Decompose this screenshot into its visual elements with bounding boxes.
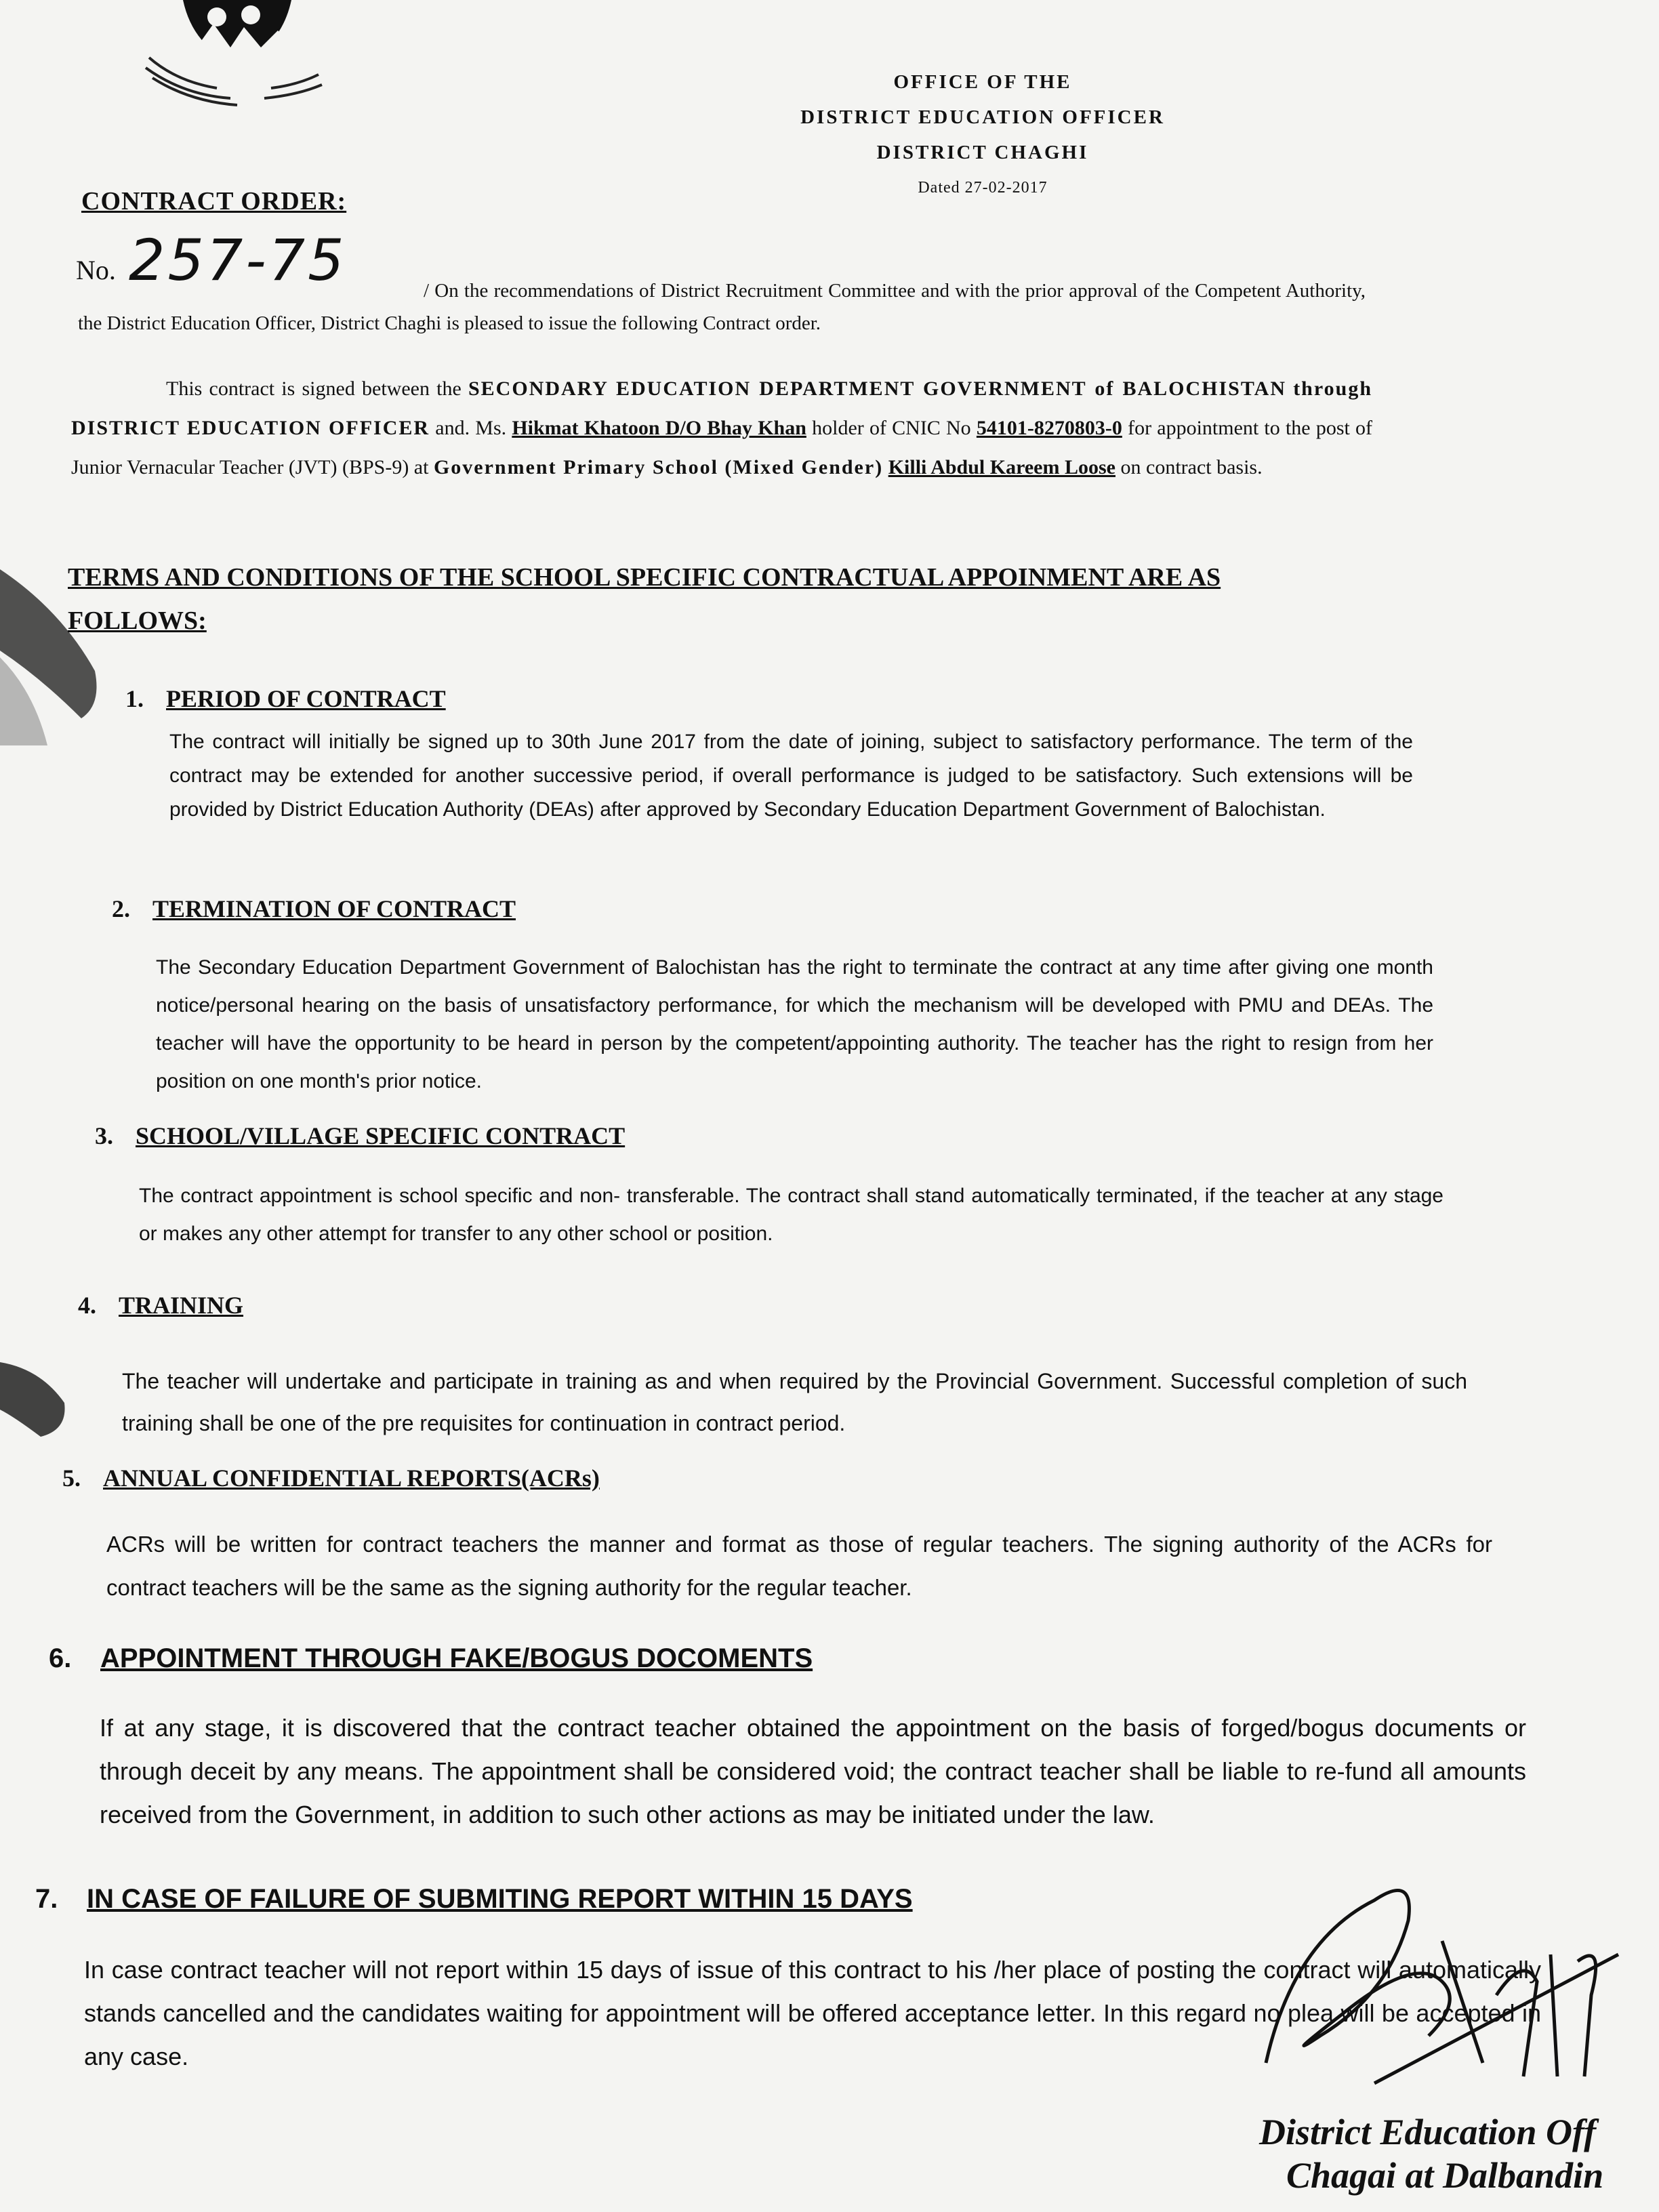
section-body: The contract appointment is school specific and non- transferable. The contract shall stand automatically terminated, if the teacher at any stage or makes any other attempt for transfer to any other school or position. bbox=[139, 1185, 1443, 1245]
section-acr bbox=[62, 1464, 1492, 1610]
dated: Dated 27-02-2017 bbox=[918, 179, 1048, 197]
section-body: The Secondary Education Department Government of Balochistan has the right to terminate the contract at any time after giving one month notice/personal hearing on the basis of unsatisfactory performance, for which the mechanism will be developed with PMU and DEAs. The teacher will have the opportunity to be heard in person by the competent/appointing authority. The teacher has the right to resign from her position on one month's prior notice. bbox=[156, 956, 1433, 1092]
section-number: 4. bbox=[78, 1292, 96, 1319]
and-ms-text: and. Ms. bbox=[435, 417, 507, 439]
section-body: ACRs will be written for contract teachers the manner and format as those of regular teachers. The signing authority of the ACRs for contract teachers will be the same as the signing authority for the regular teacher. bbox=[106, 1532, 1492, 1600]
school-type: Government Primary School (Mixed Gender) bbox=[433, 456, 884, 478]
section-school-specific bbox=[95, 1122, 1443, 1253]
intro-text: / On the recommendations of District Recruitment Committee and with the prior approval of the Competent Authority, the District Education Officer, District Chaghi is pleased to issue the following Contract order. bbox=[78, 280, 1366, 334]
office-line3: DISTRICT CHAGHI bbox=[876, 142, 1089, 163]
terms-title: TERMS AND CONDITIONS OF THE SCHOOL SPECIFIC CONTRACTUAL APPOINMENT ARE AS FOLLOWS: bbox=[68, 563, 1221, 635]
section-body: The contract will initially be signed up to 30th June 2017 from the date of joining, subject to satisfactory performance. The term of the contract may be extended for another successive period, if overall performance is judged to be satisfactory. Such extensions will be provided by District Education Authority (DEAs) after approved by Secondary Education Department Government of Balochistan. bbox=[169, 731, 1413, 821]
intro-paragraph bbox=[78, 274, 1366, 340]
signature-line1: District Education Off bbox=[1259, 2112, 1597, 2152]
section-title: TRAINING bbox=[119, 1292, 244, 1319]
section-title: SCHOOL/VILLAGE SPECIFIC CONTRACT bbox=[136, 1122, 626, 1149]
basis-text: on contract basis. bbox=[1120, 456, 1263, 478]
section-termination bbox=[112, 895, 1433, 1101]
section-body: The teacher will undertake and participate in training as and when required by the Provincial Government. Successful completion of such training shall be one of the pre requisites for continuation in contract period. bbox=[122, 1369, 1467, 1435]
section-title: IN CASE OF FAILURE OF SUBMITING REPORT WITHIN 15 DAYS bbox=[87, 1884, 913, 1914]
section-number: 7. bbox=[35, 1884, 58, 1914]
cnic-number: 54101-8270803-0 bbox=[976, 417, 1122, 439]
teacher-name: Hikmat Khatoon D/O Bhay Khan bbox=[512, 417, 806, 439]
section-title: ANNUAL CONFIDENTIAL REPORTS(ACRs) bbox=[103, 1465, 600, 1492]
school-village: Killi Abdul Kareem Loose bbox=[888, 456, 1115, 478]
signature-block bbox=[1239, 1860, 1645, 2212]
section-body: If at any stage, it is discovered that the contract teacher obtained the appointment on the basis of forged/bogus documents or through deceit by any means. The appointment shall be considered void; the contract teacher shall be liable to re-fund all amounts received from the Government, in addition to such other actions as may be initiated under the law. bbox=[100, 1714, 1526, 1828]
contract-text: This contract is signed between the bbox=[166, 377, 462, 400]
section-training bbox=[78, 1291, 1467, 1444]
office-line2: DISTRICT EDUCATION OFFICER bbox=[800, 106, 1165, 128]
signature-line2: Chagai at Dalbandin bbox=[1286, 2155, 1604, 2196]
office-line1: OFFICE OF THE bbox=[893, 71, 1072, 93]
through-text: through bbox=[1293, 377, 1373, 400]
contract-paragraph bbox=[71, 369, 1372, 487]
cnic-label: holder of CNIC No bbox=[812, 417, 971, 439]
department-logo bbox=[136, 0, 339, 122]
handwritten-signature bbox=[1239, 1860, 1645, 2104]
section-number: 1. bbox=[125, 685, 144, 712]
department-name: SECONDARY EDUCATION DEPARTMENT GOVERNMENT of BALOCHISTAN bbox=[468, 377, 1286, 400]
section-number: 2. bbox=[112, 895, 130, 922]
section-fake-documents bbox=[49, 1643, 1526, 1837]
section-body: In case contract teacher will not report within 15 days of issue of this contract to his /her place of posting the contract will automatically stands cancelled and the candidates waiting for appointment will be offered acceptance letter. In this regard no plea will be accepted in any case. bbox=[84, 1956, 1541, 2070]
section-title: PERIOD OF CONTRACT bbox=[166, 685, 446, 712]
section-number: 6. bbox=[49, 1643, 72, 1673]
scan-smudge bbox=[0, 1355, 75, 1457]
order-number-label: No. bbox=[76, 255, 116, 285]
order-number: 257-75 bbox=[129, 227, 347, 293]
contract-order-title: CONTRACT ORDER: bbox=[81, 187, 347, 216]
section-number: 5. bbox=[62, 1465, 81, 1492]
post-text: for appointment to the post of Junior Vernacular Teacher (JVT) (BPS-9) at bbox=[71, 417, 1373, 478]
section-title: APPOINTMENT THROUGH FAKE/BOGUS DOCOMENTS bbox=[100, 1643, 813, 1673]
deo-text: DISTRICT EDUCATION OFFICER bbox=[71, 417, 430, 439]
section-period-of-contract bbox=[125, 684, 1413, 827]
section-number: 3. bbox=[95, 1122, 113, 1149]
office-header bbox=[779, 64, 1186, 205]
section-title: TERMINATION OF CONTRACT bbox=[152, 895, 516, 922]
